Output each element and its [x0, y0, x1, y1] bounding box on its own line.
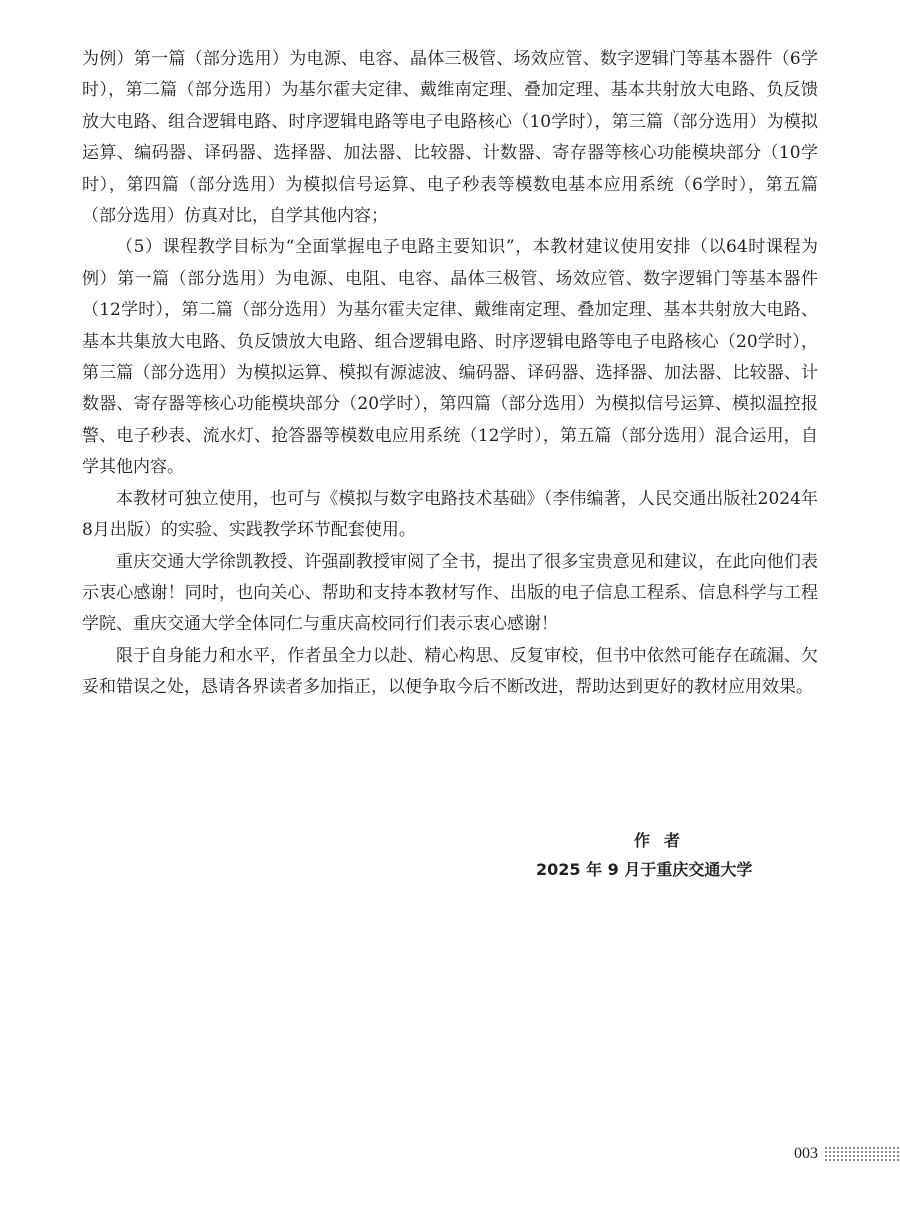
- dotted-decoration: [824, 1146, 900, 1162]
- paragraph: 限于自身能力和水平，作者虽全力以赴、精心构思、反复审校，但书中依然可能存在疏漏、欠妥和错误之处，恳请各界读者多加指正，以便争取今后不断改进，帮助达到更好的教材应用效果。: [82, 645, 818, 698]
- body-text: [82, 44, 818, 704]
- signature-author: 作者: [634, 831, 695, 850]
- paragraph: 本教材可独立使用，也可与《模拟与数字电路技术基础》（李伟编著，人民交通出版社2024年8月出版）的实验、实践教学环节配套使用。: [82, 488, 818, 541]
- signature-date: 2025 年 9 月于重庆交通大学: [536, 860, 753, 879]
- page-footer: [794, 1143, 900, 1165]
- paragraph: （5）课程教学目标为“全面掌握电子电路主要知识”，本教材建议使用安排（以64时课程为例）第一篇（部分选用）为电源、电阻、电容、晶体三极管、场效应管、数字逻辑门等基本器件（12学时），第二篇（部分选用）为基尔霍夫定律、戴维南定理、叠加定理、基本共射放大电路、基本共集放大电路、负反馈放大电路、组合逻辑电路、时序逻辑电路等电子电路核心（20学时），第三篇（部分选用）为模拟运算、模拟有源滤波、编码器、译码器、选择器、加法器、比较器、计数器、寄存器等核心功能模块部分（20学时），第四篇（部分选用）为模拟信号运算、模拟温控报警、电子秒表、流水灯、抢答器等模数电应用系统（12学时），第五篇（部分选用）混合运用，自学其他内容。: [82, 237, 818, 478]
- paragraph: 重庆交通大学徐凯教授、许强副教授审阅了全书，提出了很多宝贵意见和建议，在此向他们表示衷心感谢！同时，也向关心、帮助和支持本教材写作、出版的电子信息工程系、信息科学与工程学院、重庆交通大学全体同仁与重庆高校同行们表示衷心感谢！: [82, 551, 818, 635]
- page-number: 003: [794, 1145, 818, 1162]
- paragraph: 为例）第一篇（部分选用）为电源、电容、晶体三极管、场效应管、数字逻辑门等基本器件（6学时），第二篇（部分选用）为基尔霍夫定律、戴维南定理、叠加定理、基本共射放大电路、负反馈放大电路、组合逻辑电路、时序逻辑电路等电子电路核心（10学时），第三篇（部分选用）为模拟运算、编码器、译码器、选择器、加法器、比较器、计数器、寄存器等核心功能模块部分（10学时），第四篇（部分选用）为模拟信号运算、电子秒表等模数电基本应用系统（6学时），第五篇（部分选用）仿真对比，自学其他内容；: [82, 49, 818, 227]
